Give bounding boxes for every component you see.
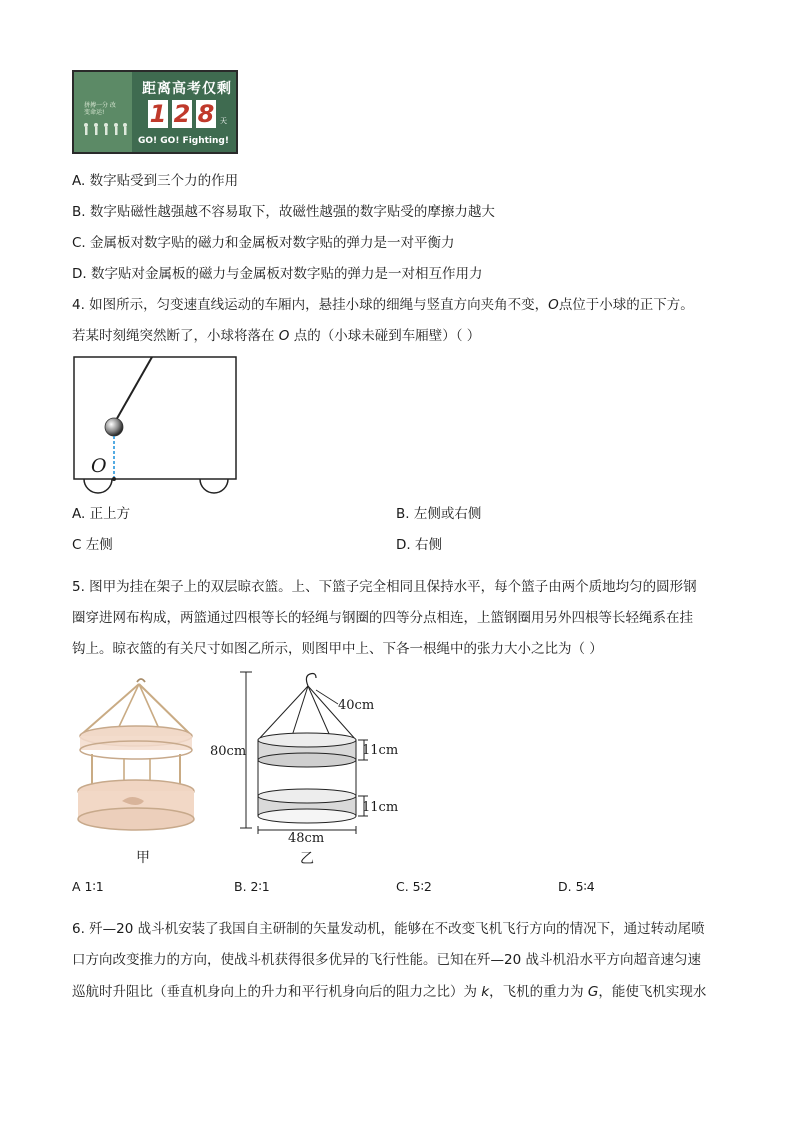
q4-option-c: C 左侧 [72,537,113,553]
banner-title: 距离高考仅剩 [142,81,232,97]
q5-stem-line3: 钩上。晾衣篮的有关尺寸如图乙所示，则图甲中上、下各一根绳中的张力大小之比为（ ） [72,641,603,657]
runner-silhouettes-icon [80,122,130,136]
countdown-digit-2: 2 [173,100,191,128]
q5-dim-rope: 40cm [338,698,375,713]
countdown-banner [72,70,238,154]
q5-option-d: D. 5∶4 [558,879,595,894]
q6-stem-line3: 巡航时升阻比（垂直机身向上的升力和平行机身向后的阻力之比）为 k，飞机的重力为 G，能使飞机实现水 [72,984,707,1000]
q5-dim-height: 80cm [210,744,247,759]
q4-option-d: D. 右侧 [396,537,442,553]
q3-option-b: B. 数字贴磁性越强越不容易取下，故磁性越强的数字贴受的摩擦力越大 [72,204,495,220]
banner-footer: GO! GO! Fighting! [138,136,229,146]
q4-option-a: A. 正上方 [72,506,131,522]
q5-option-a: A 1∶1 [72,879,104,894]
q3-option-a: A. 数字贴受到三个力的作用 [72,173,239,189]
q5-dim-width: 48cm [288,831,325,846]
q4-point-o-label: O [91,455,107,477]
q4-option-b: B. 左侧或右侧 [396,506,482,522]
countdown-digit-3: 8 [197,100,215,128]
q3-option-c: C. 金属板对数字贴的磁力和金属板对数字贴的弹力是一对平衡力 [72,235,455,251]
q4-stem-line1: 4. 如图所示，匀变速直线运动的车厢内，悬挂小球的细绳与竖直方向夹角不变，O点位于小球的正下方。 [72,297,694,313]
q5-basket-photo [72,676,202,836]
q6-stem-line1: 6. 歼—20 战斗机安装了我国自主研制的矢量发动机，能够在不改变飞机飞行方向的情况下，通过转动尾喷 [72,921,705,937]
q5-dim-top-height: 11cm [362,743,399,758]
q5-basket-diagram [206,668,410,848]
banner-slogan: 拼搏一分 改变命运! [84,102,116,116]
q4-carriage-figure [72,354,242,500]
q5-fig-jia-label: 甲 [136,850,150,866]
countdown-digit-1: 1 [149,100,167,128]
q5-option-c: C. 5∶2 [396,879,432,894]
q6-stem-line2: 口方向改变推力的方向，使战斗机获得很多优异的飞行性能。已知在歼—20 战斗机沿水平方向超音速匀速 [72,952,701,968]
q5-stem-line2: 圈穿进网布构成，两篮通过四根等长的轻绳与钢圈的四等分点相连，上篮钢圈用另外四根等长轻绳系在挂 [72,610,693,626]
q5-option-b: B. 2∶1 [234,879,270,894]
q5-fig-yi-label: 乙 [300,851,314,867]
q4-stem-line2: 若某时刻绳突然断了，小球将落在 O 点的（小球未碰到车厢壁）（ ） [72,328,481,344]
q5-stem-line1: 5. 图甲为挂在架子上的双层晾衣篮。上、下篮子完全相同且保持水平，每个篮子由两个质地均匀的圆形钢 [72,579,697,595]
q5-dim-bottom-height: 11cm [362,800,399,815]
countdown-unit: 天 [220,117,227,125]
q3-option-d: D. 数字贴对金属板的磁力与金属板对数字贴的弹力是一对相互作用力 [72,266,483,282]
